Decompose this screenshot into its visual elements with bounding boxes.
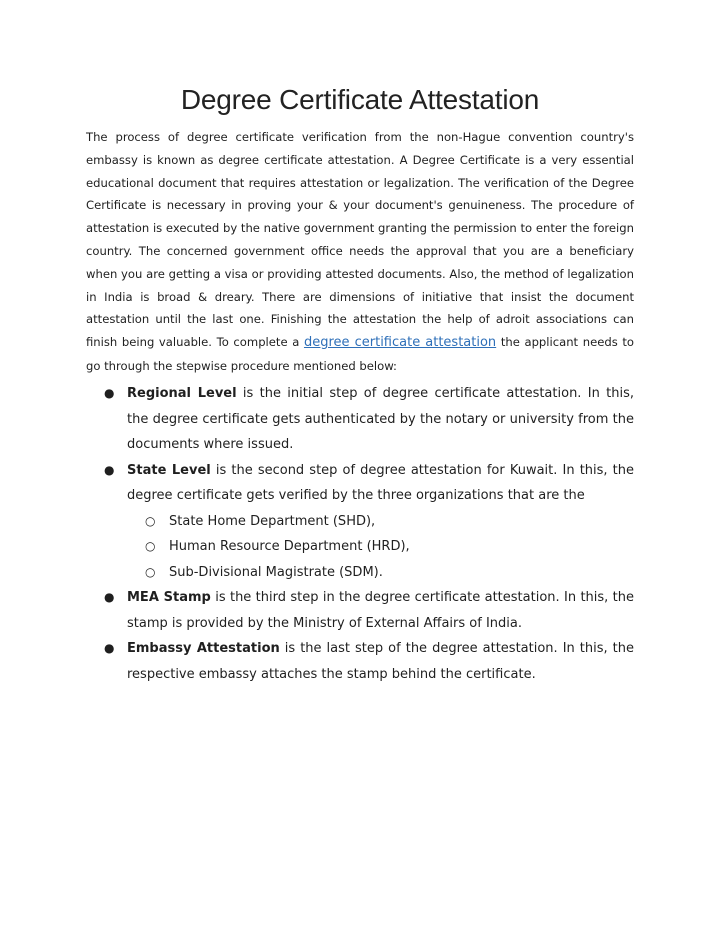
step-name: MEA Stamp <box>127 590 211 605</box>
step-text: is the third step in the degree certificate attestation. In this, the stamp is provided by the Ministry of External Affairs of India. <box>127 590 634 631</box>
circle-bullet-icon: ○ <box>145 564 156 579</box>
list-item <box>86 381 634 458</box>
list-item <box>86 458 634 586</box>
bullet-icon: ● <box>104 462 115 477</box>
degree-attestation-link[interactable]: degree certificate attestation <box>303 335 497 351</box>
intro-paragraph <box>86 126 634 378</box>
sub-list-item <box>127 534 634 560</box>
bullet-icon: ● <box>104 641 115 655</box>
sub-item-text: State Home Department (SHD), <box>169 513 376 529</box>
list-item <box>86 585 634 636</box>
step-text: is the last step of the degree attestation. In this, the respective embassy attaches the stamp behind the certificate. <box>127 641 635 682</box>
steps-list <box>86 381 634 687</box>
circle-bullet-icon: ○ <box>145 513 156 528</box>
sub-list-item <box>127 560 634 586</box>
step-text: is the second step of degree attestation for Kuwait. In this, the degree certificate gets verified by the three organizations that are the <box>127 462 634 503</box>
step-name: Regional Level <box>127 386 237 401</box>
page-title: Degree Certificate Attestation <box>180 84 540 115</box>
circle-bullet-icon: ○ <box>145 539 156 553</box>
intro-text-after-link: the applicant needs to go through the stepwise procedure mentioned below: <box>86 335 635 373</box>
sub-list <box>127 509 634 586</box>
intro-text-before-link: The process of degree certificate verification from the non-Hague convention country's embassy is known as degree certificate attestation. A Degree Certificate is a very essential educational document that requires attestation or legalization. The verification of the Degree Certificate is necessary in proving your & your document's genuineness. The procedure of attestation is executed by the native government granting the permission to enter the foreign country. The concerned government office needs the approval that you are a beneficiary when you are getting a visa or providing attested documents. Also, the method of legalization in India is broad & dreary. There are dimensions of initiative that insist the document attestation until the last one. Finishing the attestation the help of adroit associations can finish being valuable. To complete a <box>86 130 634 350</box>
bullet-icon: ● <box>104 386 115 400</box>
sub-item-text: Human Resource Department (HRD), <box>169 539 410 554</box>
sub-list-item <box>127 509 634 535</box>
step-name: Embassy Attestation <box>127 641 280 656</box>
sub-item-text: Sub-Divisional Magistrate (SDM). <box>169 564 383 580</box>
step-text: is the initial step of degree certificate attestation. In this, the degree certificate gets authenticated by the notary or university from the documents where issued. <box>127 386 635 452</box>
list-item <box>86 636 634 687</box>
step-name: State Level <box>127 462 211 478</box>
bullet-icon: ● <box>104 590 115 604</box>
